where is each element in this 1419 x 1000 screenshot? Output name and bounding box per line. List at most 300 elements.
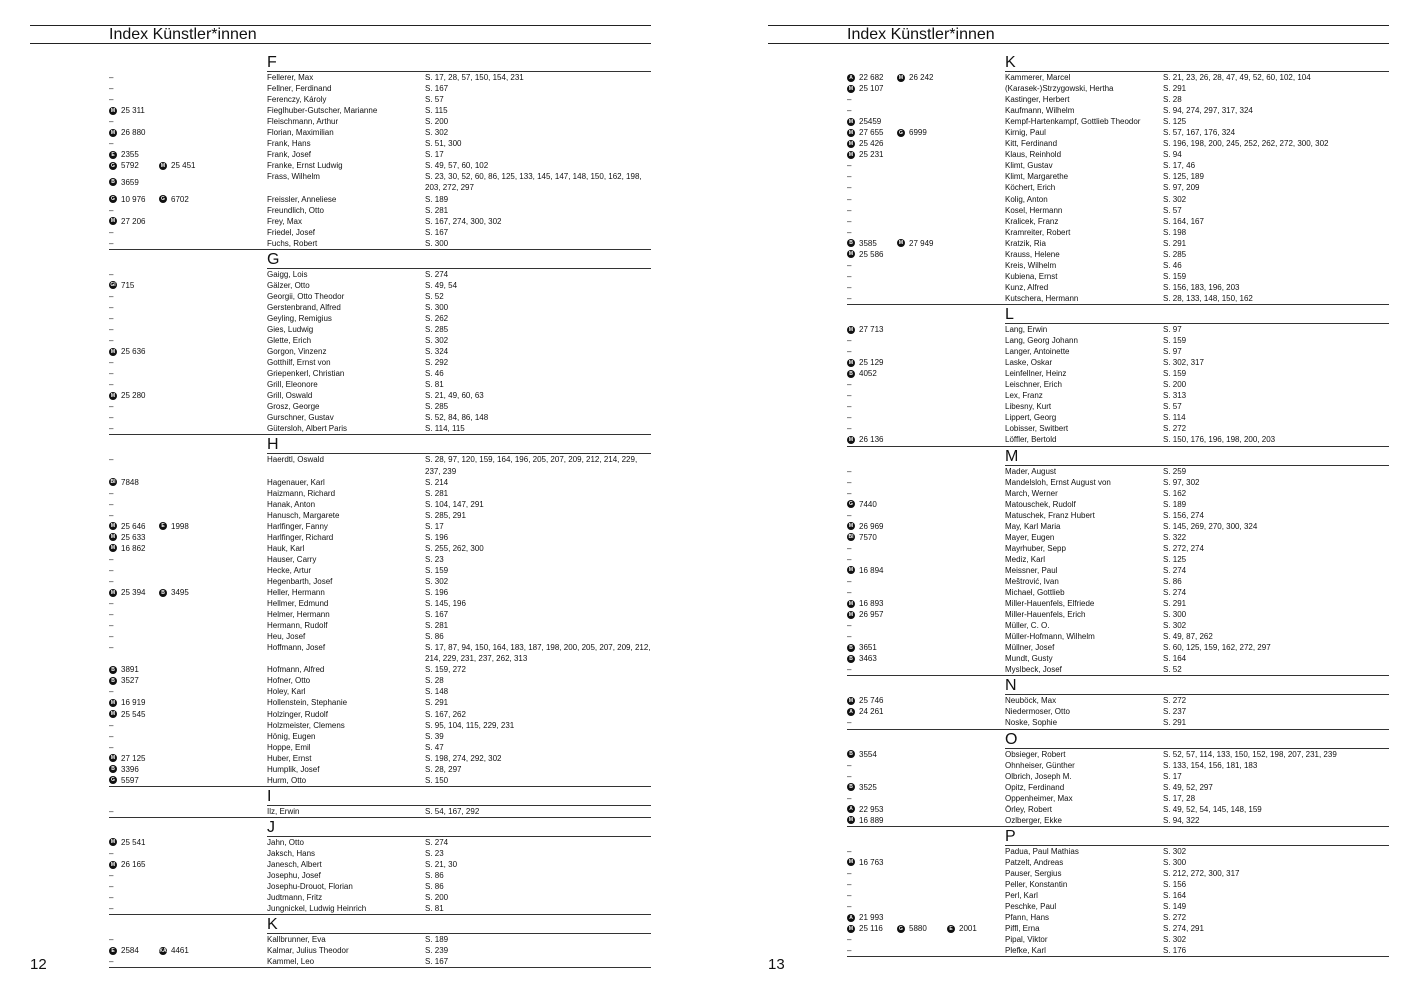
index-entry	[109, 510, 651, 521]
index-entry	[847, 532, 1389, 543]
dash: –	[109, 742, 114, 752]
section-letter: G	[267, 251, 651, 269]
artist-name: Fieglhuber-Gutscher, Marianne	[267, 106, 378, 116]
collection-badge-icon: M	[110, 523, 116, 530]
inventory-number: 22 953	[859, 804, 884, 814]
index-entry	[847, 510, 1389, 521]
inventory-codes	[109, 72, 267, 83]
inventory-code	[897, 72, 947, 83]
dash: –	[847, 282, 852, 292]
index-entry	[847, 238, 1389, 249]
index-entry	[109, 401, 651, 412]
inventory-codes	[847, 324, 1005, 335]
artist-name: Michael, Gottlieb	[1005, 588, 1065, 598]
dash: –	[847, 760, 852, 770]
inventory-code	[897, 127, 947, 138]
artist-name: Niedermoser, Otto	[1005, 707, 1070, 717]
page-references: S. 115	[425, 106, 448, 116]
inventory-code	[847, 642, 897, 653]
inventory-codes	[109, 753, 267, 764]
artist-name: Gaigg, Lois	[267, 269, 308, 279]
page-references: S. 23	[425, 848, 444, 858]
inventory-codes	[847, 706, 1005, 717]
collection-badge-icon: B	[847, 644, 855, 652]
inventory-code	[109, 664, 159, 675]
inventory-codes	[847, 127, 1005, 138]
inventory-number: 3651	[859, 643, 877, 653]
artist-name: Grosz, George	[267, 402, 320, 412]
artist-name: Kempf-Hartenkampf, Gottlieb Theodor	[1005, 117, 1141, 127]
inventory-codes	[109, 227, 267, 238]
artist-name: Löffler, Bertold	[1005, 435, 1057, 445]
dash: –	[847, 424, 852, 434]
inventory-code	[847, 749, 897, 760]
artist-name: Gerstenbrand, Alfred	[267, 302, 341, 312]
inventory-codes	[109, 859, 267, 870]
index-entry	[109, 686, 651, 697]
index-section	[847, 54, 1389, 305]
dash: –	[109, 455, 114, 465]
artist-name: Georgii, Otto Theodor	[267, 291, 345, 301]
inventory-codes	[109, 390, 267, 401]
inventory-codes	[109, 720, 267, 731]
index-entry	[847, 620, 1389, 631]
inventory-codes	[847, 934, 1005, 945]
inventory-codes	[847, 901, 1005, 912]
collection-badge-icon: M	[848, 359, 854, 366]
page-references: S. 302	[425, 336, 449, 346]
inventory-number: 26 136	[859, 435, 884, 445]
inventory-codes	[847, 598, 1005, 609]
dash: –	[847, 880, 852, 889]
index-entry	[847, 346, 1389, 357]
inventory-code	[897, 923, 947, 934]
section-letter: K	[267, 916, 651, 934]
inventory-number: 25 545	[121, 709, 146, 719]
inventory-codes	[109, 412, 267, 423]
inventory-number: 1998	[171, 521, 189, 531]
artist-name: Perl, Karl	[1005, 891, 1038, 901]
inventory-codes	[847, 857, 1005, 868]
page-references: S. 167	[425, 227, 449, 237]
page-references: S. 176	[1163, 946, 1187, 956]
collection-badge-icon: M	[110, 107, 116, 114]
page-references: S. 17	[1163, 771, 1182, 781]
inventory-codes	[109, 216, 267, 227]
page-references: S. 150, 176, 196, 198, 200, 203	[1163, 435, 1276, 445]
inventory-codes	[109, 956, 267, 967]
page-references: S. 164	[1163, 891, 1187, 901]
index-entry	[847, 598, 1389, 609]
inventory-number: 25 394	[121, 588, 146, 598]
page-references: S. 39	[425, 731, 444, 741]
dash: –	[847, 271, 852, 281]
dash: –	[109, 369, 114, 379]
collection-badge-icon: GI	[110, 282, 116, 289]
artist-name: Klaus, Reinhold	[1005, 150, 1062, 160]
artist-name: Kralicek, Franz	[1005, 216, 1059, 226]
index-entry	[109, 346, 651, 357]
dash: –	[109, 610, 114, 620]
collection-badge-icon: B	[847, 783, 855, 791]
page-references: S. 86	[425, 882, 444, 892]
page-references: S. 164, 167	[1163, 216, 1204, 226]
index-entry	[109, 227, 651, 238]
inventory-codes	[109, 631, 267, 642]
page-references: S. 17	[425, 150, 444, 160]
artist-name: Lang, Georg Johann	[1005, 336, 1078, 346]
collection-badge-icon: M	[898, 74, 904, 81]
page-references: S. 125	[1163, 554, 1187, 564]
dash: –	[847, 935, 852, 945]
page-references: S. 49, 52, 54, 145, 148, 159	[1163, 804, 1262, 814]
index-entry	[847, 695, 1389, 706]
page-references: S. 94, 274, 297, 317, 324	[1163, 106, 1253, 116]
inventory-number: 26 969	[859, 521, 884, 531]
inventory-codes	[109, 848, 267, 859]
artist-name: Müller, C. O.	[1005, 621, 1050, 631]
collection-badge-icon: G	[109, 162, 117, 170]
index-entry	[109, 324, 651, 335]
artist-name: Hofmann, Alfred	[267, 665, 325, 675]
collection-badge-icon: M	[110, 700, 116, 706]
dash: –	[109, 632, 114, 642]
artist-name: Kramreiter, Robert	[1005, 227, 1071, 237]
page-references: S. 272, 274	[1163, 543, 1204, 553]
dash: –	[109, 291, 114, 301]
page-references: S. 49, 87, 262	[1163, 632, 1213, 642]
dash: –	[109, 380, 114, 390]
artist-name: Miller-Hauenfels, Elfriede	[1005, 599, 1095, 609]
inventory-code	[847, 815, 897, 826]
page-references: S. 133, 154, 156, 181, 183	[1163, 760, 1258, 770]
collection-badge-icon: M	[110, 589, 116, 596]
inventory-number: 27 206	[121, 216, 146, 226]
inventory-code	[847, 83, 897, 94]
inventory-number: 22 682	[859, 73, 884, 82]
index-entry	[847, 609, 1389, 620]
inventory-number: 5880	[909, 924, 927, 934]
page-references: S. 49, 52, 297	[1163, 782, 1213, 792]
index-entry	[109, 291, 651, 302]
section-letter: H	[267, 436, 651, 454]
inventory-codes	[847, 890, 1005, 901]
inventory-codes	[847, 194, 1005, 205]
artist-name: Griepenkerl, Christian	[267, 369, 345, 379]
index-entry	[847, 815, 1389, 826]
inventory-codes	[847, 72, 1005, 83]
page-references: S. 198	[1163, 227, 1187, 237]
page-references: S. 156, 274	[1163, 510, 1204, 520]
page-references: S. 51, 300	[425, 139, 462, 149]
page-references: S. 81	[425, 380, 444, 390]
index-entry	[847, 631, 1389, 642]
index-entry	[847, 782, 1389, 793]
index-section	[109, 819, 651, 915]
inventory-codes	[847, 793, 1005, 804]
index-entry	[847, 271, 1389, 282]
page-references: S. 281	[425, 488, 449, 498]
index-entry	[109, 105, 651, 116]
index-entry	[847, 554, 1389, 565]
inventory-number: 24 261	[859, 707, 884, 717]
inventory-number: 3463	[859, 654, 877, 664]
inventory-codes	[847, 846, 1005, 857]
artist-name: Leischner, Erich	[1005, 380, 1062, 390]
dash: –	[847, 588, 852, 598]
artist-name: Ilz, Erwin	[267, 806, 300, 816]
page-references: S. 237	[1163, 707, 1187, 717]
page-references: S. 162	[1163, 488, 1187, 498]
page-references: S. 274	[1163, 588, 1187, 598]
collection-badge-icon: BI	[848, 534, 854, 541]
dash: –	[847, 718, 852, 728]
dash: –	[109, 565, 114, 575]
inventory-codes	[109, 401, 267, 412]
index-section	[109, 436, 651, 786]
inventory-code	[847, 434, 897, 445]
collection-badge-icon: G	[159, 195, 167, 203]
artist-name: Pauser, Sergius	[1005, 868, 1062, 878]
dash: –	[847, 194, 852, 204]
page-references: S. 57	[425, 95, 444, 105]
index-entry	[109, 302, 651, 313]
inventory-codes	[847, 390, 1005, 401]
inventory-codes	[847, 466, 1005, 477]
dash: –	[109, 336, 114, 346]
index-entry	[109, 956, 651, 967]
artist-name: Josephu, Josef	[267, 871, 321, 881]
index-section	[109, 916, 651, 968]
index-entry	[109, 238, 651, 249]
inventory-number: 16 919	[121, 698, 146, 708]
inventory-number: 16 763	[859, 857, 884, 867]
index-entry	[109, 934, 651, 945]
page-title: Index Künstler*innen	[109, 26, 257, 43]
index-entry	[847, 293, 1389, 304]
index-entry	[847, 94, 1389, 105]
index-entry	[109, 775, 651, 786]
inventory-codes	[109, 892, 267, 903]
inventory-number: 25 426	[859, 139, 884, 149]
dash: –	[847, 227, 852, 237]
inventory-number: 25 107	[859, 84, 884, 94]
page-title: Index Künstler*innen	[847, 26, 995, 43]
inventory-codes	[847, 423, 1005, 434]
artist-name: March, Werner	[1005, 488, 1058, 498]
dash: –	[847, 106, 852, 116]
index-entry	[847, 923, 1389, 934]
inventory-code	[847, 138, 897, 149]
index-entry	[109, 859, 651, 870]
inventory-codes	[847, 138, 1005, 149]
artist-name: Freundlich, Otto	[267, 205, 324, 215]
index-entry	[109, 477, 651, 488]
inventory-codes	[847, 609, 1005, 620]
index-entry	[847, 488, 1389, 499]
index-section	[109, 788, 651, 818]
collection-badge-icon: M	[848, 817, 854, 824]
inventory-code	[109, 477, 159, 488]
index-entry	[109, 138, 651, 149]
inventory-number: 25459	[859, 117, 882, 127]
page-references: S. 167, 274, 300, 302	[425, 216, 502, 226]
inventory-number: 25 451	[171, 161, 196, 171]
page-references: S. 291	[1163, 84, 1187, 94]
artist-name: Hellmer, Edmund	[267, 599, 329, 609]
collection-badge-icon: M	[110, 711, 116, 718]
inventory-codes	[847, 532, 1005, 543]
page-references: S. 272	[1163, 424, 1187, 434]
collection-badge-icon: A	[847, 805, 855, 813]
artist-name: Miller-Hauenfels, Erich	[1005, 610, 1086, 620]
artist-name: Glette, Erich	[267, 336, 312, 346]
inventory-number: 7570	[859, 532, 877, 542]
page-references: S. 95, 104, 115, 229, 231	[425, 720, 515, 730]
collection-badge-icon: B	[847, 239, 855, 247]
page-references: S. 60, 125, 159, 162, 272, 297	[1163, 643, 1271, 653]
collection-badge-icon: KA	[159, 947, 167, 954]
page-references: S. 54, 167, 292	[425, 806, 480, 816]
index-entry	[109, 709, 651, 720]
artist-name: Haerdtl, Oswald	[267, 455, 324, 465]
index-entry	[847, 282, 1389, 293]
inventory-code	[847, 912, 897, 923]
index-entry	[109, 764, 651, 775]
collection-badge-icon: M	[848, 326, 854, 333]
artist-name: Hofner, Otto	[267, 676, 311, 686]
page-references: S. 149	[1163, 902, 1187, 912]
artist-name: Kreis, Wilhelm	[1005, 260, 1057, 270]
page-references: S. 300	[425, 302, 449, 312]
artist-name: Lang, Erwin	[1005, 324, 1048, 334]
page-references: S. 86	[1163, 576, 1182, 586]
page-references: S. 159	[1163, 336, 1187, 346]
dash: –	[847, 488, 852, 498]
inventory-codes	[109, 127, 267, 138]
dash: –	[847, 632, 852, 642]
dash: –	[109, 643, 114, 653]
inventory-codes	[847, 620, 1005, 631]
inventory-codes	[847, 105, 1005, 116]
dash: –	[109, 424, 114, 434]
inventory-codes	[109, 94, 267, 105]
index-section	[847, 828, 1389, 957]
page-references: S. 302	[1163, 194, 1187, 204]
index-entry	[109, 412, 651, 423]
page-references: S. 167, 262	[425, 709, 466, 719]
title-rule	[768, 43, 1389, 44]
page-references: S. 302, 317	[1163, 358, 1204, 368]
index-entry	[847, 857, 1389, 868]
page-references: S. 196, 198, 200, 245, 252, 262, 272, 300, 302	[1163, 139, 1329, 149]
page-references: S. 17	[425, 521, 444, 531]
dash: –	[109, 302, 114, 312]
artist-name: Josephu-Drouot, Florian	[267, 882, 353, 892]
inventory-codes	[109, 138, 267, 149]
inventory-code	[847, 609, 897, 620]
dash: –	[847, 665, 852, 675]
inventory-code	[159, 587, 209, 598]
inventory-codes	[109, 903, 267, 914]
index-entry	[847, 793, 1389, 804]
inventory-number: 25 311	[121, 106, 145, 116]
inventory-number: 16 862	[121, 543, 146, 553]
inventory-code	[847, 695, 897, 706]
inventory-code	[109, 697, 159, 708]
collection-badge-icon: A	[847, 914, 855, 922]
page-references: S. 46	[425, 369, 444, 379]
page-references: S. 274	[425, 837, 449, 847]
collection-badge-icon: E	[109, 947, 117, 955]
page-references: S. 57	[1163, 402, 1182, 412]
dash: –	[847, 510, 852, 520]
inventory-code	[847, 782, 897, 793]
inventory-code	[847, 532, 897, 543]
collection-badge-icon: M	[898, 240, 904, 247]
page-references: S. 17, 28	[1163, 793, 1196, 803]
artist-name: Hönig, Eugen	[267, 731, 316, 741]
artist-name: Pipal, Viktor	[1005, 935, 1048, 945]
artist-name: (Karasek-)Strzygowski, Hertha	[1005, 84, 1114, 94]
inventory-codes	[109, 934, 267, 945]
artist-name: Florian, Maximilian	[267, 128, 334, 138]
artist-name: Frank, Josef	[267, 150, 312, 160]
inventory-number: 25 586	[859, 249, 884, 259]
page-references: S. 94, 322	[1163, 815, 1200, 825]
artist-name: Hagenauer, Karl	[267, 477, 325, 487]
page-references: S. 196	[425, 588, 449, 598]
inventory-number: 7440	[859, 499, 877, 509]
dash: –	[847, 543, 852, 553]
collection-badge-icon: M	[848, 85, 854, 92]
inventory-codes	[109, 105, 267, 116]
artist-name: Neuböck, Max	[1005, 696, 1057, 706]
index-entry	[109, 892, 651, 903]
inventory-codes	[109, 554, 267, 565]
artist-name: Frass, Wilhelm	[267, 172, 320, 182]
index-entry	[847, 804, 1389, 815]
index-entry	[109, 499, 651, 510]
inventory-number: 25 280	[121, 391, 146, 401]
index-entry	[847, 324, 1389, 335]
artist-name: Grill, Eleonore	[267, 380, 318, 390]
index-entry	[847, 868, 1389, 879]
dash: –	[109, 227, 114, 237]
inventory-code	[159, 160, 209, 171]
inventory-codes	[109, 160, 267, 171]
inventory-codes	[847, 94, 1005, 105]
section-letter: N	[1005, 677, 1389, 695]
dash: –	[109, 599, 114, 609]
page-references: S. 28, 133, 148, 150, 162	[1163, 293, 1253, 303]
page-references: S. 46	[1163, 260, 1182, 270]
dash: –	[109, 269, 114, 279]
page-references: S. 189	[425, 935, 449, 945]
inventory-codes	[847, 510, 1005, 521]
index-section	[847, 677, 1389, 729]
page-references: S. 274, 291	[1163, 924, 1204, 934]
dash: –	[109, 904, 114, 914]
index-entry	[109, 521, 651, 532]
page-references: S. 200	[1163, 380, 1187, 390]
page-references: S. 291	[1163, 718, 1187, 728]
dash: –	[847, 902, 852, 912]
collection-badge-icon: M	[848, 859, 854, 866]
page-references: S. 200	[425, 117, 449, 127]
artist-name: Libesny, Kurt	[1005, 402, 1052, 412]
inventory-codes	[847, 401, 1005, 412]
